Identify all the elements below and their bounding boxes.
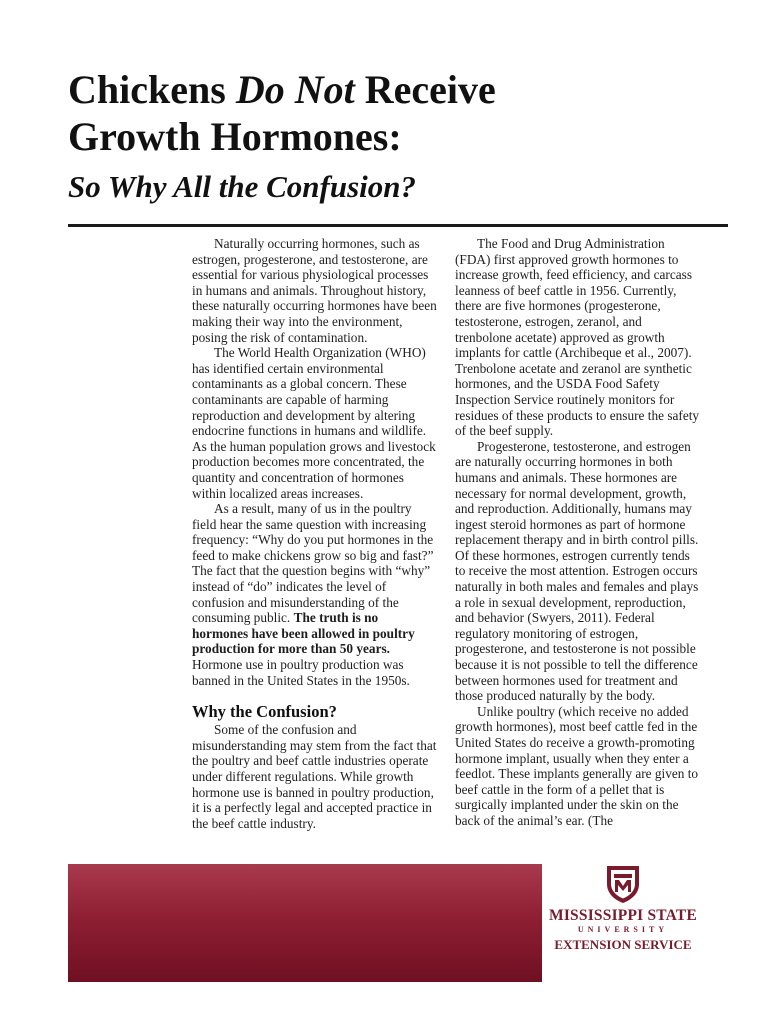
header-divider — [68, 224, 728, 227]
msu-extension-logo — [548, 862, 698, 982]
shield-icon — [603, 862, 643, 904]
section-heading: Why the Confusion? — [192, 702, 337, 722]
document-title — [68, 66, 728, 160]
paragraph: Progesterone, testosterone, and estrogen are naturally occurring hormones in both humans and animals. These hormones are necessary for normal development, growth, and reproduction. Additionally, humans may ingest steroid hormones as part of hormone replacement therapy and in birth control pills. Of these hormones, estrogen currently tends to receive the most attention. Estrogen occurs naturally in both males and females and plays a role in sexual development, reproduction, and behavior (Swyers, 2011). Federal regulatory monitoring of estrogen, progesterone, and testosterone is not possible because it is not possible to tell the difference between hormones used for treatment and those produced naturally by the body. — [455, 438, 699, 704]
title-line2: Growth Hormones: — [68, 114, 402, 159]
paragraph-text: Hormone use in poultry production was banned in the United States in the 1950s. — [192, 657, 410, 688]
text-column-left — [192, 236, 437, 831]
paragraph: Unlike poultry (which receive no added growth hormones), most beef cattle fed in the United States do receive a growth-promoting hormone implant, usually when they enter a feedlot. These implants generally are given to beef cattle in the form of a pellet that is surgically implanted under the skin on the back of the animal’s ear. (The — [455, 703, 699, 828]
paragraph: Some of the confusion and misunderstanding may stem from the fact that the poultry and beef cattle industries operate under different regulations. While growth hormone use is banned in poultry production, it is a perfectly legal and accepted practice in the beef cattle industry. — [192, 722, 437, 831]
footer-banner — [68, 864, 542, 982]
document-subtitle: So Why All the Confusion? — [68, 169, 417, 204]
paragraph: The World Health Organization (WHO) has identified certain environmental contaminants as a global concern. These contaminants are capable of harming reproduction and development by altering endocrine functions in humans and wildlife. As the human population grows and livestock production becomes more concentrated, the quantity and concentration of hormones within localized areas increases. — [192, 345, 436, 501]
paragraph: The Food and Drug Administration (FDA) first approved growth hormones to increase growth, feed efficiency, and carcass leanness of beef cattle in 1956. Currently, there are five hormones (progesterone, testosterone, estrogen, zeranol, and trenbolone acetate) approved as growth implants for cattle (Archibeque et al., 2007). Trenbolone acetate and zeranol are synthetic hormones, and the USDA Food Safety Inspection Service routinely monitors for residues of these products to ensure the safety of the beef supply. — [455, 236, 700, 439]
paragraph: Naturally occurring hormones, such as estrogen, progesterone, and testosterone, are essential for various physiological processes in humans and animals. Throughout history, these naturally occurring hormones have been making their way into the environment, posing the risk of contamination. — [192, 236, 437, 345]
university-label: UNIVERSITY — [577, 925, 669, 934]
extension-service-label: EXTENSION SERVICE — [554, 937, 692, 952]
paragraph-text: As a result, many of us in the poultry field hear the same question with increasing frequency: “Why do you put hormones in the feed to make chickens grow so big and fast?” The fact that the question begins with “why” instead of “do” indicates the level of confusion and misunderstanding of the consuming public. — [192, 501, 434, 626]
title-part1: Chickens — [68, 67, 236, 112]
emphasized-statement: The truth is no hormones have been allowed in poultry production for more than 50 years. — [192, 610, 415, 657]
title-part2: Receive — [354, 67, 496, 112]
title-emphasis: Do Not — [235, 67, 355, 112]
university-name: MISSISSIPPI STATE — [549, 907, 697, 924]
text-column-right — [455, 236, 700, 829]
paragraph — [192, 501, 437, 688]
